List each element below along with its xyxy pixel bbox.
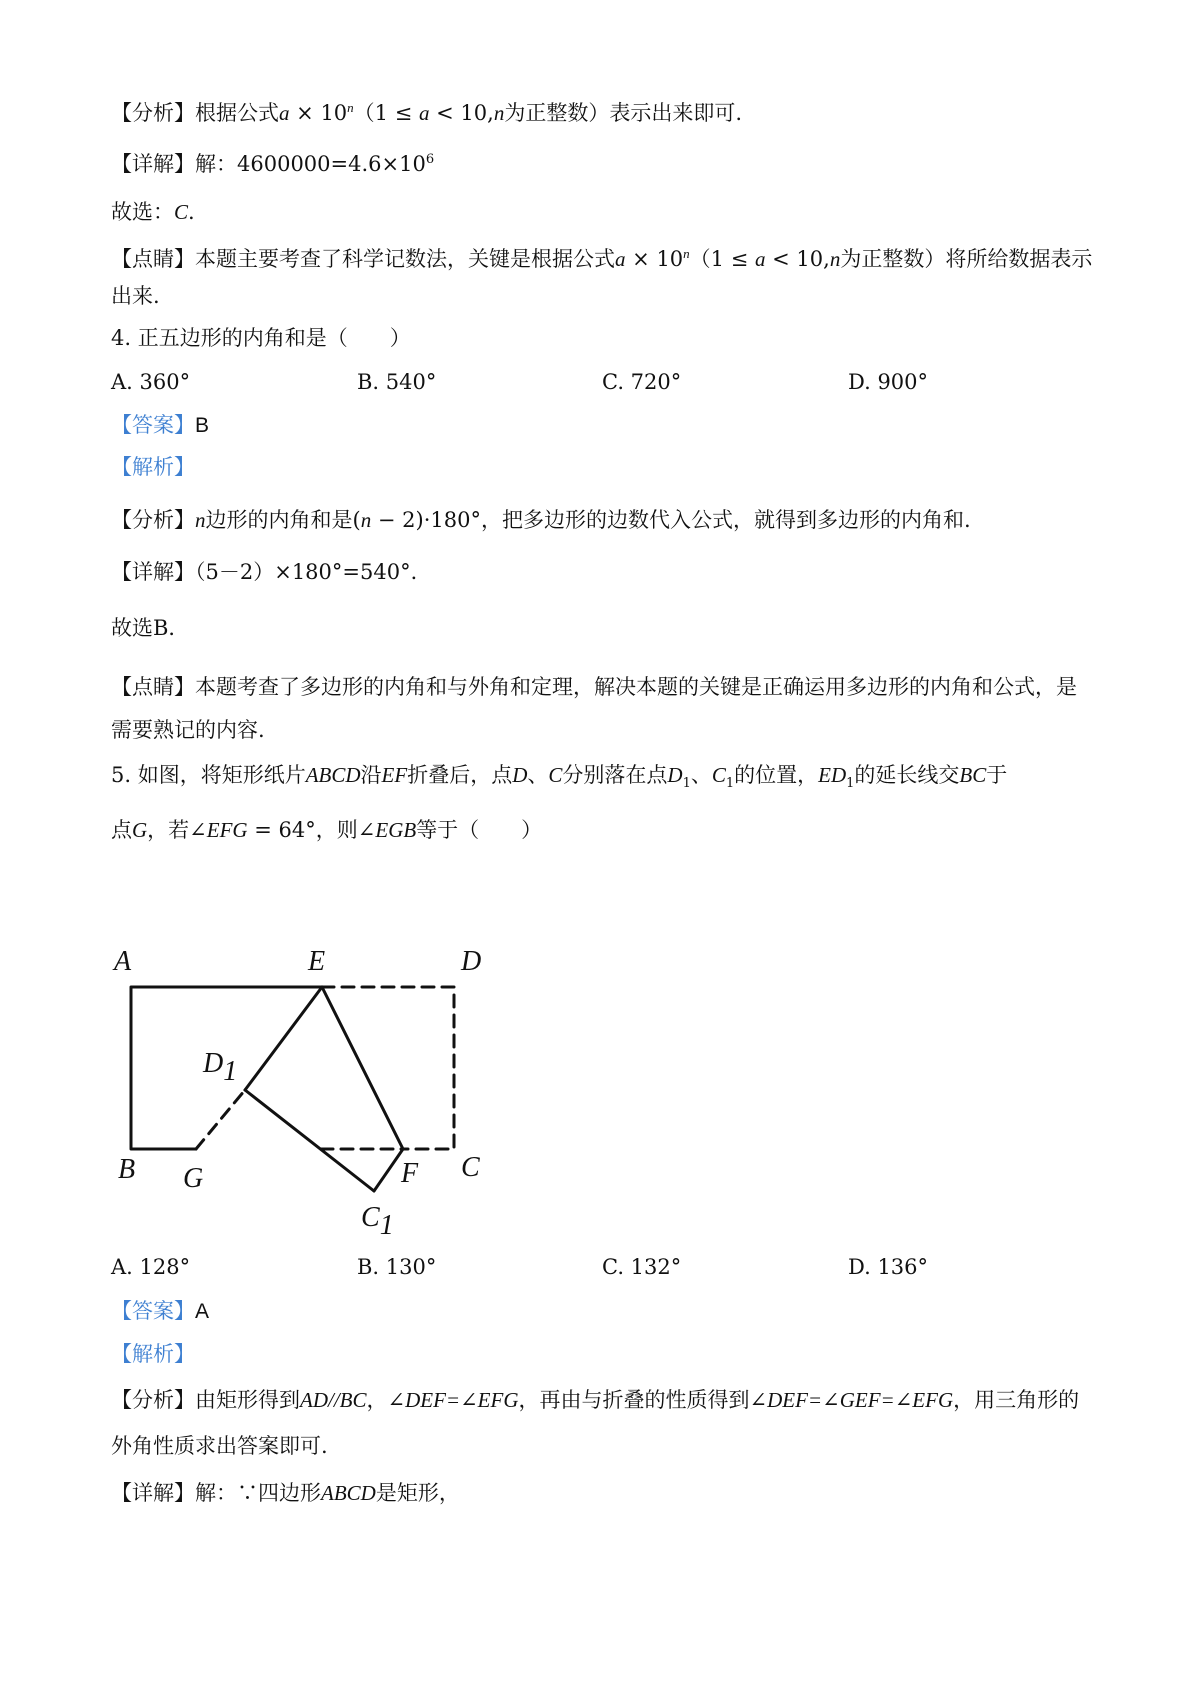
formula-exponent: n bbox=[347, 100, 354, 115]
analysis-text: ， bbox=[366, 1388, 388, 1412]
detail-tag: 【详解】 bbox=[111, 152, 195, 176]
question-text: 5. 如图，将矩形纸片 bbox=[111, 763, 306, 787]
condition-text: 为正整数）表示出来即可. bbox=[504, 101, 743, 125]
condition-text: < 10, bbox=[429, 101, 494, 125]
analysis-text: ，再由与折叠的性质得到 bbox=[518, 1388, 750, 1412]
label-d1: D bbox=[667, 763, 683, 787]
comment-text: 需要熟记的内容. bbox=[111, 718, 265, 742]
comment-text: 本题主要考查了科学记数法，关键是根据公式 bbox=[195, 247, 615, 271]
question-text: = 64°，则 bbox=[247, 818, 358, 842]
ed1-line bbox=[245, 987, 322, 1090]
formula-times: × 10 bbox=[289, 101, 348, 125]
analysis-text: ，用三角形的 bbox=[953, 1388, 1080, 1412]
analysis-tag: 【分析】 bbox=[111, 101, 195, 125]
q5-option-c: C. 132° bbox=[602, 1255, 682, 1279]
analysis-text: ，把多边形的边数代入公式，就得到多边形的内角和. bbox=[480, 508, 971, 532]
answer-value: B bbox=[195, 414, 210, 437]
formula-exponent: n bbox=[683, 246, 690, 261]
question-text: ，若 bbox=[147, 818, 190, 842]
q5-option-b: B. 130° bbox=[357, 1255, 437, 1279]
label-abcd: ABCD bbox=[305, 763, 361, 787]
label-abcd: ABCD bbox=[321, 1481, 376, 1505]
question-text: 、 bbox=[690, 763, 712, 787]
choose-letter: C bbox=[174, 200, 189, 224]
analysis-text: 根据公式 bbox=[195, 101, 279, 125]
q5-detail-line bbox=[111, 1478, 460, 1508]
formula-times: × 10 bbox=[625, 247, 684, 271]
condition-text: 为正整数）将所给数据表示 bbox=[840, 247, 1093, 271]
label-ef: EF bbox=[381, 763, 408, 787]
analysis-text: 外角性质求出答案即可. bbox=[111, 1434, 328, 1458]
point-label-f: F bbox=[401, 1158, 419, 1189]
comment-tag: 【点睛】 bbox=[111, 675, 195, 699]
angle-egb: ∠EGB bbox=[357, 818, 417, 842]
angle-equality-1: ∠DEF=∠EFG bbox=[387, 1388, 519, 1412]
analysis-tag: 【分析】 bbox=[111, 1388, 195, 1412]
detail-text: （5－2）×180°=540°． bbox=[195, 560, 432, 584]
gd1-dashed bbox=[196, 1090, 245, 1149]
point-label-a: A bbox=[114, 946, 132, 977]
label-ed1: ED bbox=[818, 763, 847, 787]
point-label-e: E bbox=[308, 946, 326, 977]
detail-text: 解：4600000= bbox=[195, 152, 349, 176]
question-text: 的位置， bbox=[734, 763, 819, 787]
detail-value: 4.6×10 bbox=[348, 152, 426, 176]
ef-fold-line bbox=[322, 987, 403, 1149]
d1c1-line bbox=[245, 1090, 374, 1191]
q4-option-b: B. 540° bbox=[357, 370, 437, 394]
question-text: 的延长线交 bbox=[854, 763, 960, 787]
q4-option-a: A. 360° bbox=[111, 370, 191, 394]
point-label-d1: D1 bbox=[203, 1048, 238, 1087]
comment-text: 出来. bbox=[111, 284, 160, 308]
explain-tag: 【解析】 bbox=[111, 455, 195, 479]
condition-n: n bbox=[493, 101, 505, 125]
analysis-text: 边形的内角和是 bbox=[205, 508, 353, 532]
q5-answer-line bbox=[111, 1296, 209, 1327]
detail-tag: 【详解】 bbox=[111, 560, 195, 584]
condition-text: （1 ≤ bbox=[689, 247, 755, 271]
label-c1-sub: 1 bbox=[725, 776, 735, 792]
point-label-b: B bbox=[118, 1154, 136, 1185]
c1f-line bbox=[374, 1149, 403, 1191]
answer-value: A bbox=[195, 1300, 210, 1323]
analysis-text: 由矩形得到 bbox=[195, 1388, 300, 1412]
answer-tag: 【答案】 bbox=[111, 413, 195, 437]
angle-equality-2: ∠DEF=∠GEF=∠EFG bbox=[749, 1388, 954, 1412]
formula-a: a bbox=[279, 101, 290, 125]
label-bc: BC bbox=[959, 763, 987, 787]
point-label-d: D bbox=[461, 946, 482, 977]
q5-option-a: A. 128° bbox=[111, 1255, 191, 1279]
formula-paren: ( bbox=[352, 508, 361, 532]
analysis-tag: 【分析】 bbox=[111, 508, 195, 532]
q5-analysis-line-1 bbox=[111, 1385, 1079, 1415]
formula-rest: − 2)·180° bbox=[371, 508, 481, 532]
detail-exponent: 6 bbox=[425, 152, 435, 167]
comment-tag: 【点睛】 bbox=[111, 247, 195, 271]
q5-option-d: D. 136° bbox=[848, 1255, 929, 1279]
choose-text: 故选： bbox=[111, 200, 174, 224]
explain-tag: 【解析】 bbox=[111, 1342, 195, 1366]
q5-explain-line bbox=[111, 1339, 195, 1369]
answer-tag: 【答案】 bbox=[111, 1299, 195, 1323]
original-right-part-dashed bbox=[322, 987, 454, 1149]
condition-text: （1 ≤ bbox=[353, 101, 419, 125]
q4-option-c: C. 720° bbox=[602, 370, 682, 394]
question-text: 于 bbox=[986, 763, 1008, 787]
label-c: C bbox=[548, 763, 563, 787]
condition-text: < 10, bbox=[765, 247, 830, 271]
question-text: 折叠后，点 bbox=[407, 763, 513, 787]
question-text: 沿 bbox=[360, 763, 382, 787]
label-g: G bbox=[132, 818, 148, 842]
condition-n: n bbox=[829, 247, 841, 271]
detail-text: 是矩形， bbox=[375, 1481, 460, 1505]
q5-analysis-line-2 bbox=[111, 1431, 328, 1461]
parallel-ad-bc: AD//BC bbox=[300, 1388, 367, 1412]
detail-tag: 【详解】 bbox=[111, 1481, 195, 1505]
condition-a: a bbox=[754, 247, 766, 271]
point-label-c: C bbox=[461, 1152, 480, 1183]
formula-n: n bbox=[360, 508, 372, 532]
choose-text: . bbox=[188, 200, 195, 224]
question-text: 点 bbox=[111, 818, 132, 842]
condition-a: a bbox=[418, 101, 430, 125]
point-label-g: G bbox=[183, 1163, 204, 1194]
question-text: 4. 正五边形的内角和是（ ） bbox=[111, 326, 411, 350]
choose-text: 故选B． bbox=[111, 616, 190, 640]
detail-text: 解：∵四边形 bbox=[195, 1481, 321, 1505]
q4-option-d: D. 900° bbox=[848, 370, 929, 394]
question-text: 、 bbox=[527, 763, 549, 787]
label-d1-sub: 1 bbox=[682, 776, 691, 792]
formula-a: a bbox=[615, 247, 626, 271]
comment-text: 本题考查了多边形的内角和与外角和定理，解决本题的关键是正确运用多边形的内角和公式，是 bbox=[195, 675, 1077, 699]
point-label-c1: C1 bbox=[361, 1202, 394, 1241]
label-c1: C bbox=[711, 763, 726, 787]
label-d: D bbox=[512, 763, 528, 787]
analysis-n: n bbox=[195, 508, 206, 532]
question-text: 分别落在点 bbox=[562, 763, 668, 787]
label-ed1-sub: 1 bbox=[846, 776, 855, 792]
angle-efg: ∠EFG bbox=[189, 818, 248, 842]
question-text: 等于（ ） bbox=[416, 818, 543, 842]
